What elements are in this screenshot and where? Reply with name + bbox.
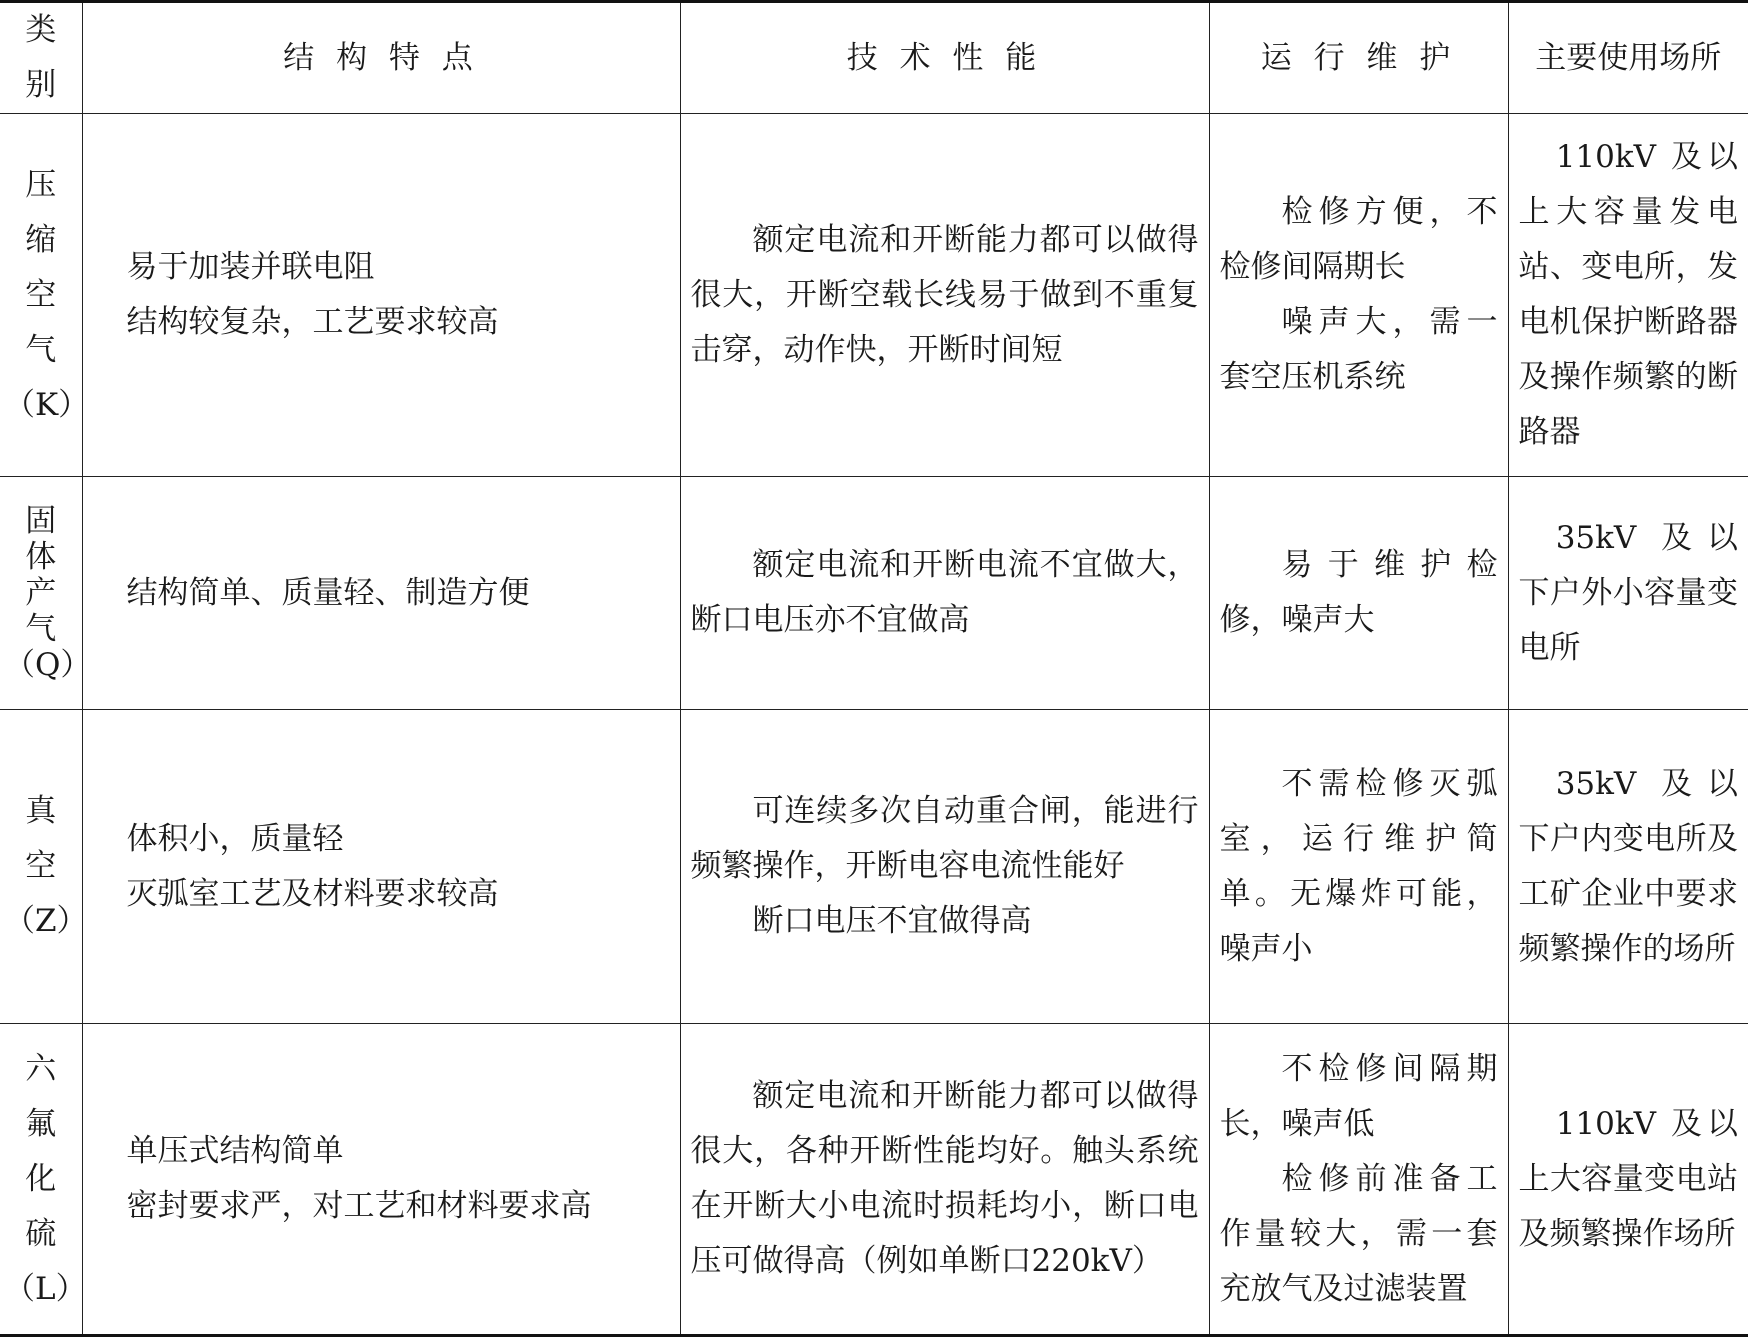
performance-cell	[680, 114, 1209, 477]
category-char: 固	[25, 503, 57, 539]
header-category: 类别	[0, 2, 82, 114]
usage-cell	[1508, 114, 1748, 477]
maintenance-cell	[1209, 1024, 1508, 1336]
header-usage: 主要使用场所	[1508, 2, 1748, 114]
category-cell	[0, 1024, 87, 1336]
structure-line: 体积小，质量轻	[126, 820, 344, 857]
category-char: 气	[25, 331, 57, 368]
usage-text: 35kV 及以下户外小容量变电所	[1518, 519, 1738, 666]
header-performance: 技 术 性 能	[680, 2, 1209, 114]
category-code: （Z）	[4, 903, 88, 939]
maintenance-paragraph: 噪声大，需一套空压机系统	[1219, 304, 1498, 395]
usage-cell	[1508, 1024, 1748, 1336]
performance-paragraph: 额定电流和开断能力都可以做得很大，开断空载长线易于做到不重复击穿，动作快，开断时间短	[690, 221, 1199, 368]
category-char: 六	[25, 1050, 57, 1087]
header-maintenance: 运 行 维 护	[1209, 2, 1508, 114]
category-char: 产	[25, 575, 57, 611]
category-char: 体	[25, 539, 57, 575]
maintenance-paragraph: 检修方便，不检修间隔期长	[1219, 194, 1498, 285]
maintenance-cell	[1209, 710, 1508, 1024]
maintenance-paragraph: 不检修间隔期长，噪声低	[1219, 1050, 1498, 1142]
usage-text: 35kV 及以下户内变电所及工矿企业中要求频繁操作的场所	[1518, 765, 1738, 967]
category-cell	[0, 114, 90, 477]
usage-text: 110kV 及以上大容量发电站、变电所，发电机保护断路器及操作频繁的断路器	[1518, 139, 1738, 450]
category-char: 气	[25, 611, 57, 647]
category-char: 空	[25, 276, 57, 313]
performance-cell	[680, 477, 1209, 710]
performance-paragraph: 额定电流和开断能力都可以做得很大，各种开断性能均好。触头系统在开断大小电流时损耗均小，断口电压可做得高（例如单断口220kV）	[690, 1078, 1199, 1279]
category-code: （Q）	[4, 647, 92, 683]
category-code: （L）	[4, 1270, 87, 1307]
header-row	[0, 2, 1748, 114]
structure-cell	[82, 114, 680, 477]
structure-line: 结构简单、质量轻、制造方便	[126, 574, 530, 611]
category-char: 空	[25, 848, 57, 884]
performance-cell	[680, 710, 1209, 1024]
structure-line: 灭弧室工艺及材料要求较高	[126, 875, 499, 912]
table-row-compressed-air	[0, 114, 1748, 477]
maintenance-paragraph: 检修前准备工作量较大，需一套充放气及过滤装置	[1219, 1160, 1498, 1307]
table-body	[0, 114, 1748, 1336]
structure-line: 结构较复杂，工艺要求较高	[126, 304, 499, 340]
category-char: 压	[25, 166, 57, 203]
maintenance-paragraph: 易于维护检修，噪声大	[1219, 547, 1498, 638]
category-cell	[0, 710, 88, 1024]
usage-text: 110kV 及以上大容量变电站及频繁操作场所	[1518, 1105, 1738, 1252]
table-row-sf6	[0, 1024, 1748, 1336]
category-code: （K）	[4, 386, 90, 423]
structure-line: 易于加装并联电阻	[126, 249, 375, 285]
table-row-vacuum	[0, 710, 1748, 1024]
category-char: 氟	[25, 1105, 57, 1142]
structure-cell	[82, 1024, 680, 1336]
performance-cell	[680, 1024, 1209, 1336]
performance-paragraph: 断口电压不宜做得高	[752, 903, 1032, 939]
maintenance-paragraph: 不需检修灭弧室，运行维护简单。无爆炸可能，噪声小	[1219, 765, 1498, 967]
maintenance-cell	[1209, 114, 1508, 477]
table-row-solid-gas	[0, 477, 1748, 710]
table-header	[0, 2, 1748, 114]
category-char: 缩	[25, 221, 57, 258]
usage-cell	[1508, 710, 1748, 1024]
structure-cell	[82, 710, 680, 1024]
usage-cell	[1508, 477, 1748, 710]
structure-cell	[82, 477, 680, 710]
performance-paragraph: 额定电流和开断电流不宜做大，断口电压亦不宜做高	[690, 547, 1199, 638]
maintenance-cell	[1209, 477, 1508, 710]
category-char: 真	[25, 793, 57, 829]
structure-line: 单压式结构简单	[126, 1133, 344, 1169]
structure-line: 密封要求严，对工艺和材料要求高	[126, 1188, 592, 1224]
category-char: 硫	[25, 1215, 57, 1252]
category-cell	[0, 477, 92, 710]
performance-paragraph: 可连续多次自动重合闸，能进行频繁操作，开断电容电流性能好	[690, 793, 1199, 884]
header-structure: 结 构 特 点	[82, 2, 680, 114]
category-char: 化	[25, 1160, 57, 1197]
